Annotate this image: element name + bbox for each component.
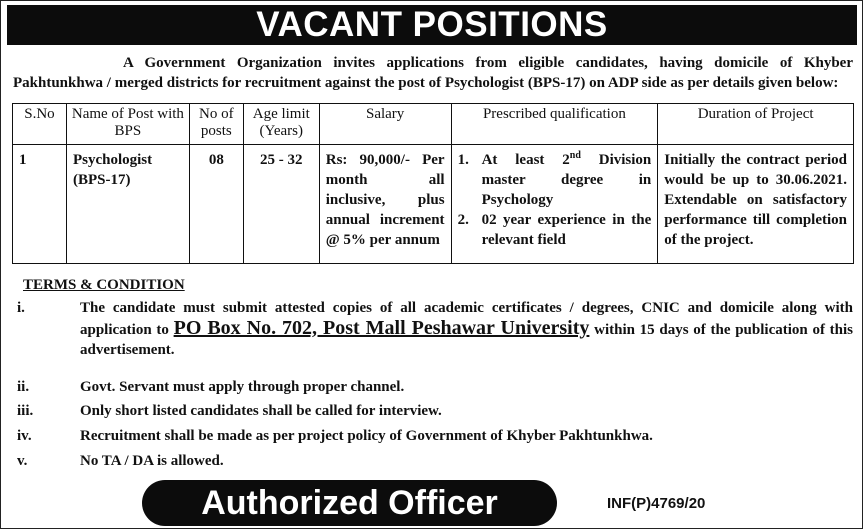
term-number: ii.	[17, 379, 30, 395]
term-item	[17, 298, 853, 360]
term-text: Recruitment shall be made as per project policy of Government of Khyber Pakhtunkhwa.	[80, 428, 653, 444]
term-text: Only short listed candidates shall be called for interview.	[80, 403, 442, 419]
term-number: i.	[17, 300, 25, 316]
intro-text: A Government Organization invites applications from eligible candidates, having domicile of Khyber Pakhtunkhwa / merged districts for recruitment against the post of Psychologist (BPS-17) on ADP side as per details given below:	[13, 55, 853, 91]
cell-duration: Initially the contract period would be up to 30.06.2021. Extendable on satisfactory performance till completion of the project.	[658, 145, 854, 264]
qualification-text-post: Division master degree in Psychology	[481, 152, 652, 208]
qualification-text	[482, 150, 652, 210]
header-posts: No of posts	[189, 104, 243, 145]
header-sno: S.No	[13, 104, 67, 145]
cell-post: Psychologist (BPS-17)	[66, 145, 189, 264]
term-number: iv.	[17, 428, 32, 444]
po-box-address: PO Box No. 702, Post Mall Peshawar University	[173, 317, 590, 339]
header-salary: Salary	[319, 104, 451, 145]
intro-paragraph	[13, 53, 853, 93]
cell-qualification	[451, 145, 658, 264]
header-age: Age limit (Years)	[243, 104, 319, 145]
term-text-post: within 15 days of the publication of this advertisement.	[80, 322, 853, 358]
cell-age: 25 - 32	[243, 145, 319, 264]
header-post: Name of Post with BPS	[66, 104, 189, 145]
terms-heading: TERMS & CONDITION	[23, 277, 185, 293]
term-text	[80, 298, 853, 360]
ordinal-suffix: nd	[569, 150, 581, 161]
term-item	[17, 426, 853, 446]
cell-sno: 1	[13, 145, 67, 264]
qualification-item	[458, 150, 652, 210]
cell-posts: 08	[189, 145, 243, 264]
qualification-item	[458, 210, 652, 250]
qualification-number: 1.	[457, 152, 469, 168]
term-number: v.	[17, 453, 28, 469]
qualification-number: 2.	[457, 212, 469, 228]
header-duration: Duration of Project	[658, 104, 854, 145]
term-item	[17, 401, 853, 421]
term-text: Govt. Servant must apply through proper channel.	[80, 379, 405, 395]
term-text-pre: The candidate must submit attested copies of all academic certificates / degrees, CNIC and domicile along with application to	[80, 300, 853, 338]
positions-table	[12, 103, 854, 264]
term-item	[17, 377, 853, 397]
qualification-text: 02 year experience in the relevant field	[481, 212, 652, 248]
term-text: No TA / DA is allowed.	[80, 453, 224, 469]
reference-number: INF(P)4769/20	[607, 495, 706, 512]
term-number: iii.	[17, 403, 34, 419]
header-qualification: Prescribed qualification	[451, 104, 658, 145]
table-header-row	[13, 104, 854, 145]
term-item	[17, 451, 853, 471]
authorized-officer-badge: Authorized Officer	[142, 480, 557, 526]
table-row	[13, 145, 854, 264]
qualification-list	[458, 150, 652, 250]
cell-salary: Rs: 90,000/- Per month all inclusive, plus annual increment @ 5% per annum	[319, 145, 451, 264]
page-title: VACANT POSITIONS	[7, 5, 857, 45]
qualification-text-pre: At least 2	[481, 152, 570, 168]
